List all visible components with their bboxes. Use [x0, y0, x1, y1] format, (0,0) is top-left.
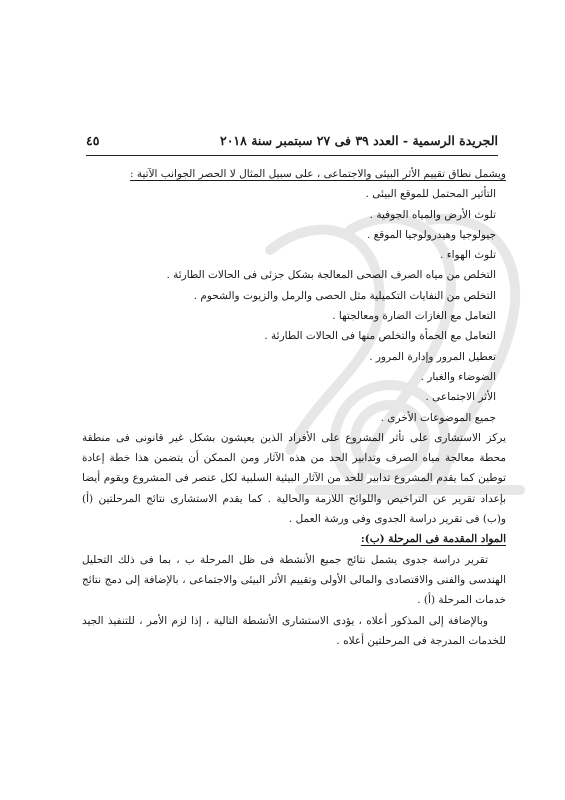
list-item: التعامل مع الحمأة والتخلص منها فى الحالات الطارئة .	[264, 330, 496, 343]
list-item: جيولوجيا وهيدرولوجيا الموقع .	[366, 228, 496, 241]
page-header	[86, 133, 498, 156]
intro-line: ويشمل نطاق تقييم الأثر البيئى والاجتماعى ، على سبيل المثال لا الحصر الجوانب الآتية :	[129, 168, 506, 180]
paragraph-additional-activities: وبالإضافة إلى المذكور أعلاه ، يؤدى الاستشارى الأنشطة التالية ، إذا لزم الأمر ، للتنفيذ الجيد للخدمات المدرجة فى المرحلتين أعلاه .	[82, 614, 506, 647]
list-item: التخلص من النفايات التكميلية مثل الحصى والرمل والزيوت والشحوم .	[193, 289, 496, 302]
list-item: التأثير المحتمل للموقع البيئى .	[365, 188, 496, 201]
page-body	[82, 164, 506, 651]
paragraph-feasibility-report: تقرير دراسة جدوى يشمل نتائج جميع الأنشطة فى ظل المرحلة ب ، بما فى ذلك التحليل الهندسى والفنى والاقتصادى والمالى الأولى وتقييم الأثر البيئى والاجتماعى ، بالإضافة إلى دمج نتائج خدمات المرحلة (أ) .	[82, 553, 506, 607]
list-item: تعطيل المرور وإدارة المرور .	[369, 350, 496, 363]
page-number: ٤٥	[86, 133, 100, 148]
list-item: التعامل مع الغازات الضارة ومعالجتها .	[332, 310, 496, 323]
section-heading: المواد المقدمة فى المرحلة (ب):	[360, 533, 506, 546]
list-item: الضوضاء والغبار .	[420, 370, 496, 383]
gazette-title: الجريدة الرسمية - العدد ٣٩ فى ٢٧ سبتمبر سنة ٢٠١٨	[220, 133, 498, 148]
list-item: تلوث الأرض والمياه الجوفية .	[369, 208, 496, 221]
list-item: تلوث الهواء .	[440, 249, 496, 262]
paragraph-consultant-focus: يركز الاستشارى على تأثر المشروع على الأفراد الذين يعيشون بشكل غير قانونى فى منطقة محطة معالجة مياه الصرف وتدابير الحد من هذه الآثار ومن الممكن أن يتضمن هذا خطة إعادة توطين كما يقدم المشروع تدابير للحد من الآثار البيئية السلبية لكل عنصر فى المشروع ويقوم أيضا بإعداد تقرير عن التراخيص واللوائح اللازمة والحالية . كما يقدم الاستشارى نتائج المرحلتين (أ) و(ب) فى تقرير دراسة الجدوى وفى ورشة العمل .	[82, 431, 506, 526]
list-item: الأثر الاجتماعى .	[425, 391, 496, 404]
list-item: التخلص من مياه الصرف الصحى المعالجة بشكل جزئى فى الحالات الطارئة .	[166, 269, 496, 282]
list-item: جميع الموضوعات الأخرى .	[380, 411, 496, 424]
